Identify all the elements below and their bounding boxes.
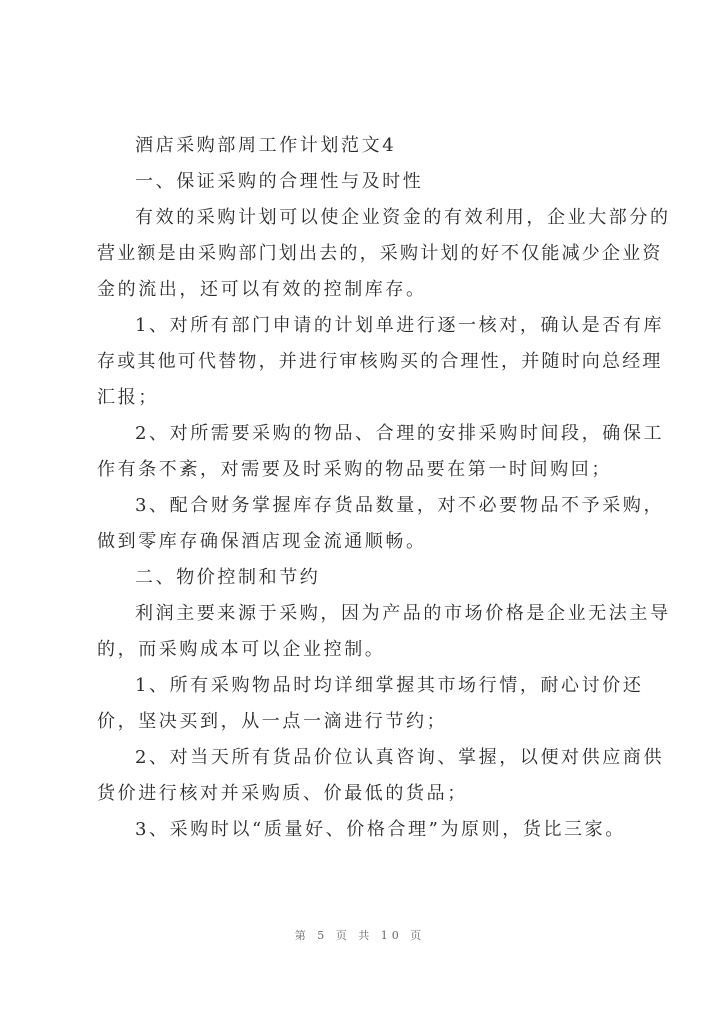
paragraph-line: 2、对当天所有货品价位认真咨询、掌握，以便对供应商供 [135, 747, 665, 768]
paragraph-line: 的，而采购成本可以企业控制。 [97, 639, 386, 660]
paragraph-line: 利润主要来源于采购，因为产品的市场价格是企业无法主导 [135, 603, 671, 624]
paragraph-line: 1、对所有部门申请的计划单进行逐一核对，确认是否有库 [135, 315, 665, 336]
paragraph-line: 汇报； [97, 387, 159, 408]
paragraph-line: 1、所有采购物品时均详细掌握其市场行情，耐心讨价还 [135, 675, 644, 696]
document-title: 酒店采购部周工作计划范文4 [135, 135, 397, 156]
paragraph-line: 作有条不紊，对需要及时采购的物品要在第一时间购回； [97, 459, 612, 480]
section-heading-1: 一、保证采购的合理性与及时性 [135, 171, 424, 192]
document-body [97, 128, 671, 848]
paragraph-line: 存或其他可代替物，并进行审核购买的合理性，并随时向总经理 [97, 351, 663, 372]
paragraph-line: 营业额是由采购部门划出去的，采购计划的好不仅能减少企业资 [97, 243, 663, 264]
paragraph-line: 有效的采购计划可以使企业资金的有效利用，企业大部分的 [135, 207, 671, 228]
paragraph-line: 3、配合财务掌握库存货品数量，对不必要物品不予采购， [135, 495, 665, 516]
page-number-footer: 第 5 页 共 10 页 [294, 929, 426, 942]
paragraph-line: 3、采购时以“质量好、价格合理”为原则，货比三家。 [135, 819, 626, 840]
paragraph-line: 做到零库存确保酒店现金流通顺畅。 [97, 531, 427, 552]
section-heading-2: 二、物价控制和节约 [135, 567, 321, 588]
paragraph-line: 金的流出，还可以有效的控制库存。 [97, 279, 427, 300]
paragraph-line: 货价进行核对并采购质、价最低的货品； [97, 783, 468, 804]
paragraph-line: 价，坚决买到，从一点一滴进行节约； [97, 711, 448, 732]
paragraph-line: 2、对所需要采购的物品、合理的安排采购时间段，确保工 [135, 423, 665, 444]
